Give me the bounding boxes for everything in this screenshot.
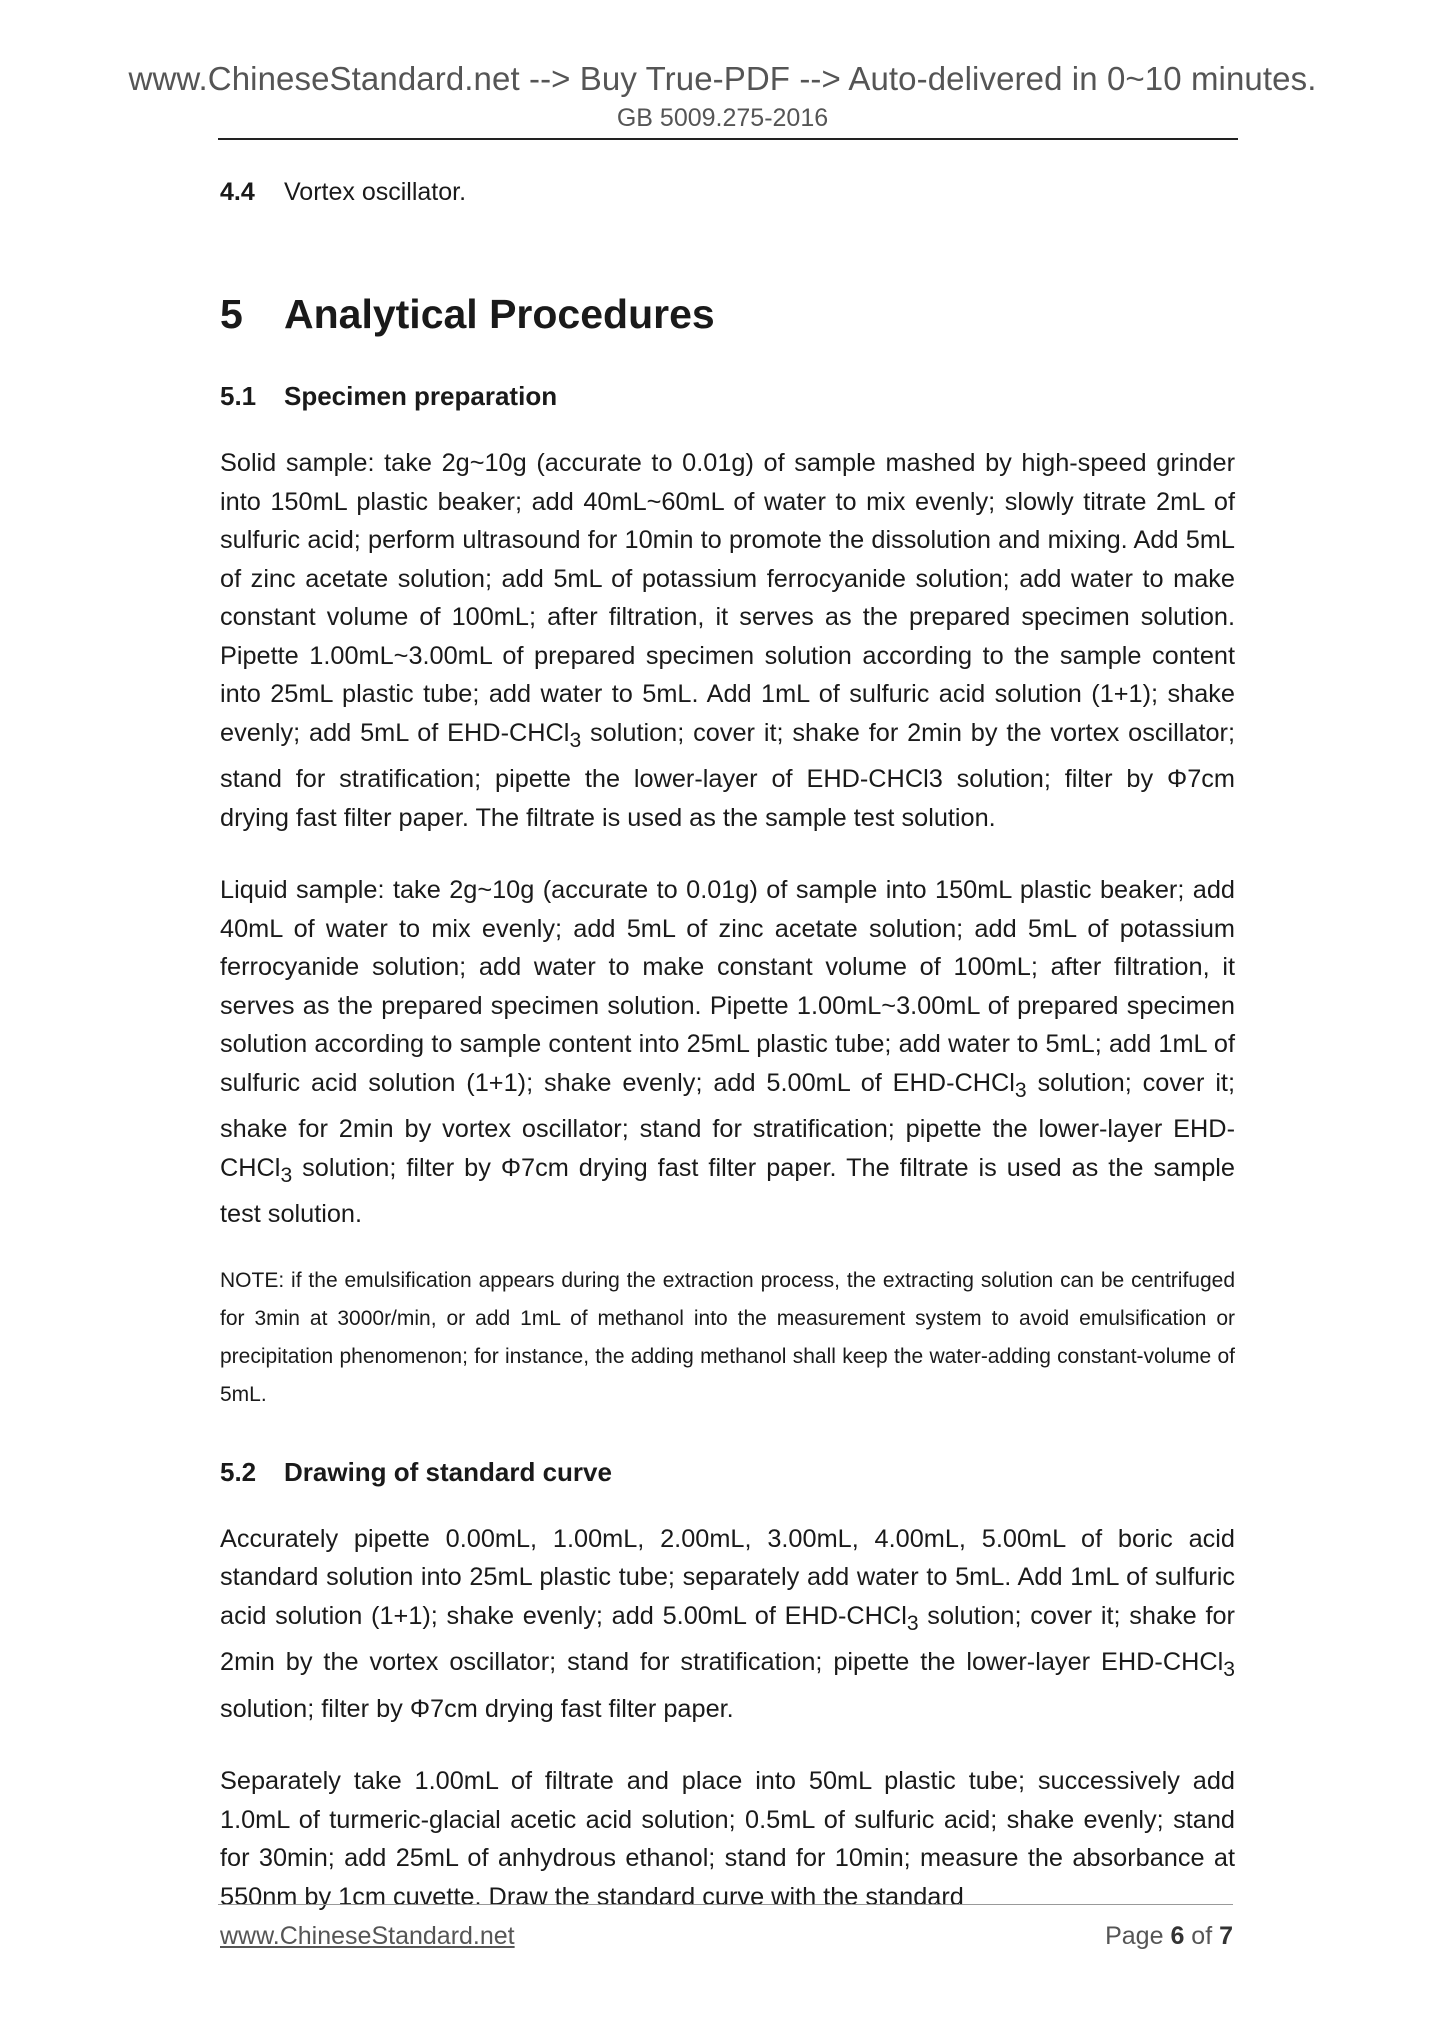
- header-divider: [218, 138, 1238, 140]
- text-run: solution; cover it; shake for 2min by the vortex oscillator; stand for stratification; pipette the lower-layer EHD-CHCl: [220, 1601, 1235, 1677]
- text-run: Solid sample: take 2g~10g (accurate to 0.01g) of sample mashed by high-speed grinder into 150mL plastic beaker; add 40mL~60mL of water to mix evenly; slowly titrate 2mL of sulfuric acid; perform ultrasound for 10min to promote the dissolution and mixing. Add 5mL of zinc acetate solution; add 5mL of potassium ferrocyanide solution; add water to make constant volume of 100mL; after filtration, it serves as the prepared specimen solution. Pipette 1.00mL~3.00mL of prepared specimen solution according to the sample content into 25mL plastic tube; add water to 5mL. Add 1mL of sulfuric acid solution (1+1); shake evenly; add 5mL of EHD-CHCl: [220, 449, 1235, 747]
- page-body: [220, 176, 1235, 1916]
- note-paragraph: NOTE: if the emulsification appears during the extraction process, the extracting solution can be centrifuged for 3min at 3000r/min, or add 1mL of methanol into the measurement system to avoid emulsification or precipitation phenomenon; for instance, the adding methanol shall keep the water-adding constant-volume of 5mL.: [220, 1268, 1235, 1406]
- clause-4-4: [220, 176, 1235, 208]
- text-run: solution; filter by Φ7cm drying fast filter paper.: [220, 1694, 734, 1723]
- page-current: 6: [1170, 1922, 1185, 1950]
- subsection-number: 5.2: [220, 1456, 257, 1487]
- footer-divider: [218, 1904, 1233, 1905]
- subsection-number: 5.1: [220, 381, 257, 411]
- footer-site-link[interactable]: www.ChineseStandard.net: [220, 1922, 515, 1950]
- site-banner: www.ChineseStandard.net --> Buy True-PDF --> Auto-delivered in 0~10 minutes.: [128, 60, 1317, 97]
- subsection-title: Specimen preparation: [284, 381, 558, 411]
- page-label: Page: [1105, 1922, 1171, 1950]
- clause-text: Vortex oscillator.: [284, 178, 467, 206]
- subsection-title: Drawing of standard curve: [284, 1456, 612, 1487]
- text-run: Liquid sample: take 2g~10g (accurate to 0.01g) of sample into 150mL plastic beaker; add 40mL of water to mix evenly; add 5mL of zinc acetate solution; add 5mL of potassium ferrocyanide solution; add water to make constant volume of 100mL; after filtration, it serves as the prepared specimen solution. Pipette 1.00mL~3.00mL of prepared specimen solution according to sample content into 25mL plastic tube; add water to 5mL; add 1mL of sulfuric acid solution (1+1); shake evenly; add 5.00mL of EHD-CHCl: [220, 876, 1235, 1097]
- section-number: 5: [220, 291, 243, 337]
- subscript: 3: [1014, 1078, 1027, 1102]
- standard-curve-paragraph-2: Separately take 1.00mL of filtrate and place into 50mL plastic tube; successively add 1.0mL of turmeric-glacial acetic acid solution; 0.5mL of sulfuric acid; shake evenly; stand for 30min; add 25mL of anhydrous ethanol; stand for 10min; measure the absorbance at 550nm by 1cm cuvette. Draw the standard curve with the standard: [220, 1767, 1235, 1911]
- page-indicator: [1105, 1922, 1233, 1951]
- subsection-heading-5-2: [220, 1456, 1235, 1488]
- section-title: Analytical Procedures: [284, 291, 715, 337]
- clause-number: 4.4: [220, 178, 255, 206]
- subsection-heading-5-1: [220, 380, 1235, 412]
- text-run: Accurately pipette 0.00mL, 1.00mL, 2.00mL, 3.00mL, 4.00mL, 5.00mL of boric acid standard solution into 25mL plastic tube; separately add water to 5mL. Add 1mL of sulfuric acid solution (1+1); shake evenly; add 5.00mL of EHD-CHCl: [220, 1524, 1235, 1630]
- liquid-sample-paragraph: [220, 871, 1235, 1234]
- document-code: GB 5009.275-2016: [616, 104, 829, 132]
- page-total: 7: [1219, 1922, 1233, 1950]
- subscript: 3: [569, 728, 582, 752]
- solid-sample-paragraph: [220, 444, 1235, 837]
- subscript: 3: [906, 1611, 919, 1635]
- page-of: of: [1184, 1922, 1220, 1950]
- section-heading: [220, 290, 1235, 338]
- subscript: 3: [280, 1163, 293, 1187]
- text-run: solution; cover it; shake for 2min by vortex oscillator; stand for stratification; pipette the lower-layer EHD-CHCl: [220, 1068, 1235, 1182]
- standard-curve-paragraph-1: [220, 1520, 1235, 1729]
- text-run: solution; filter by Φ7cm drying fast filter paper. The filtrate is used as the sample test solution.: [220, 1153, 1235, 1229]
- subscript: 3: [1223, 1658, 1235, 1682]
- text-run: solution; cover it; shake for 2min by the vortex oscillator; stand for stratification; pipette the lower-layer of EHD-CHCl3 solution; filter by Φ7cm drying fast filter paper. The filtrate is used as the sample test solution.: [220, 718, 1235, 832]
